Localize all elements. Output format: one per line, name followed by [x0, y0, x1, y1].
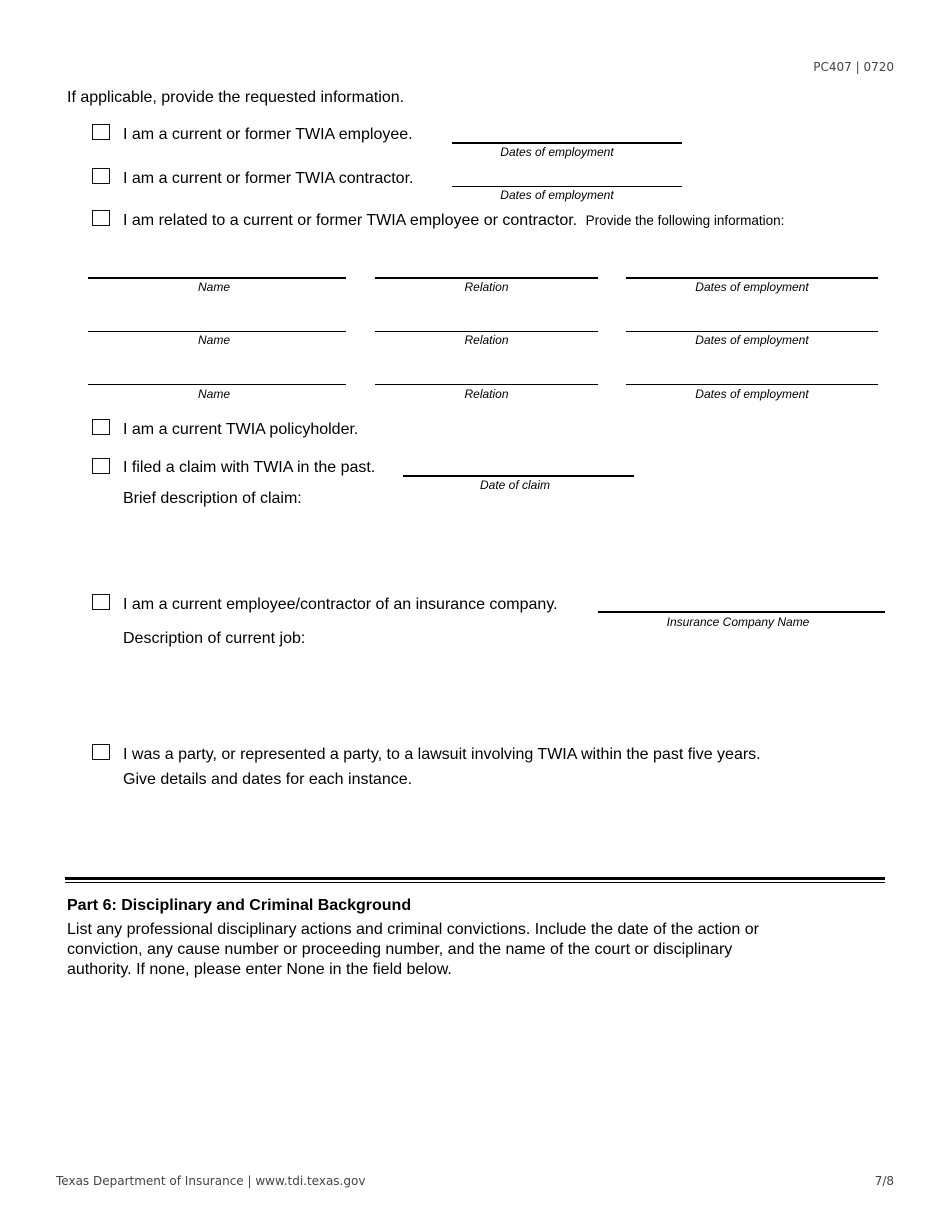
related-dates-caption-2: Dates of employment — [695, 333, 809, 347]
part6-text-line-3: authority. If none, please enter None in the field below. — [67, 961, 452, 978]
related-relation-caption-1: Relation — [464, 280, 509, 294]
related-follow-text: Provide the following information: — [585, 213, 785, 228]
employee-dates-field[interactable] — [452, 142, 682, 144]
insurance-company-caption: Insurance Company Name — [666, 615, 810, 629]
claim-description-label: Brief description of claim: — [123, 490, 302, 507]
related-dates-caption-3: Dates of employment — [695, 387, 809, 401]
contractor-dates-caption: Dates of employment — [500, 188, 614, 202]
related-label: I am related to a current or former TWIA employee or contractor. — [123, 212, 578, 229]
insurance-company-field[interactable] — [598, 611, 885, 613]
insurance-checkbox[interactable] — [92, 594, 110, 610]
claim-date-caption: Date of claim — [479, 478, 551, 492]
contractor-label: I am a current or former TWIA contractor. — [123, 170, 414, 187]
related-relation-caption-2: Relation — [464, 333, 509, 347]
section-divider-thin — [65, 882, 885, 883]
lawsuit-label: I was a party, or represented a party, to a lawsuit involving TWIA within the past five years. — [123, 746, 761, 763]
employee-checkbox[interactable] — [92, 124, 110, 140]
related-line — [123, 211, 784, 230]
lawsuit-checkbox[interactable] — [92, 744, 110, 760]
related-relation-field-3[interactable] — [375, 384, 598, 385]
claim-date-field[interactable] — [403, 475, 634, 477]
related-dates-field-3[interactable] — [626, 384, 878, 385]
related-dates-field-2[interactable] — [626, 331, 878, 332]
related-name-field-2[interactable] — [88, 331, 346, 332]
contractor-dates-field[interactable] — [452, 186, 682, 187]
contractor-checkbox[interactable] — [92, 168, 110, 184]
form-code: PC407 | 0720 — [813, 60, 894, 74]
related-name-caption-2: Name — [197, 333, 230, 347]
intro-text: If applicable, provide the requested information. — [67, 89, 405, 106]
employee-label: I am a current or former TWIA employee. — [123, 126, 413, 143]
policyholder-label: I am a current TWIA policyholder. — [123, 421, 359, 438]
part6-text-line-2: conviction, any cause number or proceeding number, and the name of the court or disciplinary — [67, 941, 733, 958]
footer-page-number: 7/8 — [874, 1174, 894, 1188]
claim-label: I filed a claim with TWIA in the past. — [123, 459, 376, 476]
employee-dates-caption: Dates of employment — [500, 145, 614, 159]
section-divider-thick — [65, 877, 885, 880]
part6-text-line-1: List any professional disciplinary actions and criminal convictions. Include the date of the action or — [67, 921, 759, 938]
related-relation-caption-3: Relation — [464, 387, 509, 401]
related-name-field-3[interactable] — [88, 384, 346, 385]
related-dates-caption-1: Dates of employment — [695, 280, 809, 294]
related-checkbox[interactable] — [92, 210, 110, 226]
related-name-caption-3: Name — [197, 387, 230, 401]
related-dates-field-1[interactable] — [626, 277, 878, 279]
insurance-label: I am a current employee/contractor of an insurance company. — [123, 596, 558, 613]
footer-agency: Texas Department of Insurance | www.tdi.texas.gov — [56, 1174, 366, 1188]
job-description-label: Description of current job: — [123, 630, 306, 647]
related-relation-field-2[interactable] — [375, 331, 598, 332]
claim-checkbox[interactable] — [92, 458, 110, 474]
related-name-field-1[interactable] — [88, 277, 346, 279]
part6-title: Part 6: Disciplinary and Criminal Background — [67, 897, 412, 914]
related-name-caption-1: Name — [197, 280, 230, 294]
related-relation-field-1[interactable] — [375, 277, 598, 279]
lawsuit-details-label: Give details and dates for each instance. — [123, 771, 413, 788]
policyholder-checkbox[interactable] — [92, 419, 110, 435]
